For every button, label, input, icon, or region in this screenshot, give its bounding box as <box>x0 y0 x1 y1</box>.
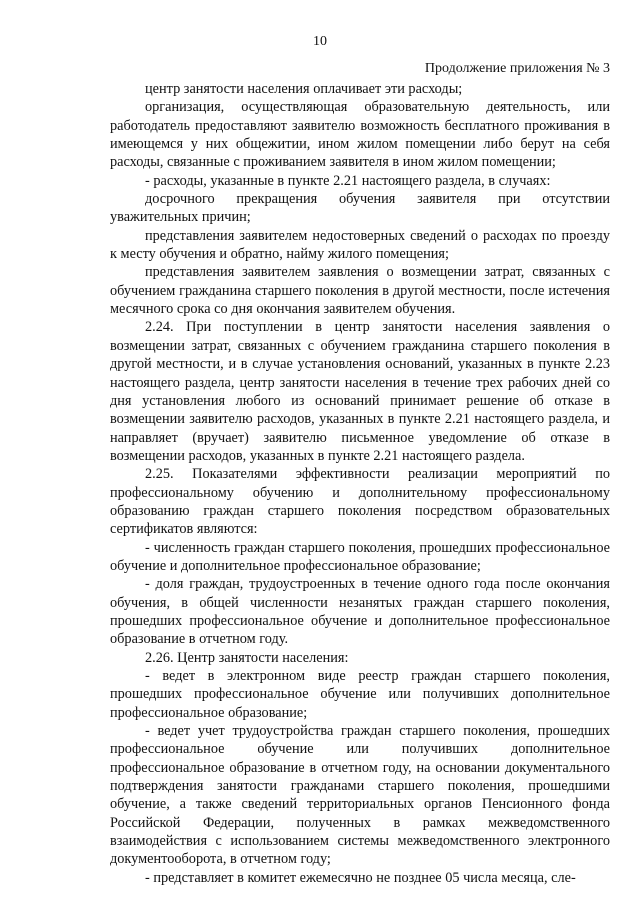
paragraph: центр занятости населения оплачивает эти расходы; <box>145 81 463 97</box>
paragraph: представления заявителем заявления о возмещении затрат, связанных с обучением гражданина старшего поколения в другой местности, после истечения месячного срока со дня окончания заявителем обучения. <box>110 264 610 318</box>
paragraph: - доля граждан, трудоустроенных в течение одного года после окончания обучения, в общей численности незанятых граждан старшего поколения, прошедших профессиональное обучение и дополнительное профессиональное образование в отчетном году. <box>110 576 610 648</box>
paragraph: - ведет учет трудоустройства граждан старшего поколения, прошедших профессиональное обучение или получивших дополнительное профессиональное образование в отчетном году, на основании документального подтверждения занятости гражданами старшего поколения, прошедшими обучение, а также сведений территориальных органов Пенсионного фонда Российской Федерации, полученных в рамках межведомственного взаимодействия с использованием системы межведомственного электронного документооборота, в отчетном году; <box>110 723 610 868</box>
paragraph: - численность граждан старшего поколения, прошедших профессиональное обучение и дополнительное профессиональное образование; <box>110 539 610 574</box>
paragraph: 2.25. Показателями эффективности реализации мероприятий по профессиональному обучению и дополнительному профессиональному образованию граждан старшего поколения посредством образовательных сертификатов являются: <box>110 466 610 538</box>
paragraph: 2.24. При поступлении в центр занятости населения заявления о возмещении затрат, связанных с обучением гражданина старшего поколения в другой местности, и в случае установления оснований, указанных в пункте 2.23 настоящего раздела, центр занятости населения в течение трех рабочих дней со дня установления любого из оснований принимает решение об отказе в возмещении заявителю расходов, указанных в пункте 2.21 настоящего раздела, и направляет (вручает) заявителю письменное уведомление об отказе в возмещении расходов, указанных в пункте 2.21 настоящего раздела. <box>110 319 610 464</box>
document-body <box>110 80 610 887</box>
page-number: 10 <box>313 34 327 49</box>
appendix-continuation-note: Продолжение приложения № 3 <box>424 61 610 76</box>
paragraph: - расходы, указанные в пункте 2.21 настоящего раздела, в случаях: <box>145 172 551 189</box>
paragraph: досрочного прекращения обучения заявителя при отсутствии уважительных причин; <box>110 191 610 226</box>
paragraph: - представляет в комитет ежемесячно не позднее 05 числа месяца, сле- <box>145 869 576 886</box>
paragraph: организация, осуществляющая образовательную деятельность, или работодатель предоставляют заявителю возможность бесплатного проживания в имеющемся у них общежитии, ином жилом помещении либо берут на себя расходы, связанные с проживанием заявителя в ином жилом помещении; <box>110 99 610 171</box>
paragraph: - ведет в электронном виде реестр граждан старшего поколения, прошедших профессиональное обучение или получивших дополнительное профессиональное образование; <box>110 668 610 721</box>
paragraph: представления заявителем недостоверных сведений о расходах по проезду к месту обучения и обратно, найму жилого помещения; <box>110 227 610 263</box>
paragraph: 2.26. Центр занятости населения: <box>145 649 349 666</box>
